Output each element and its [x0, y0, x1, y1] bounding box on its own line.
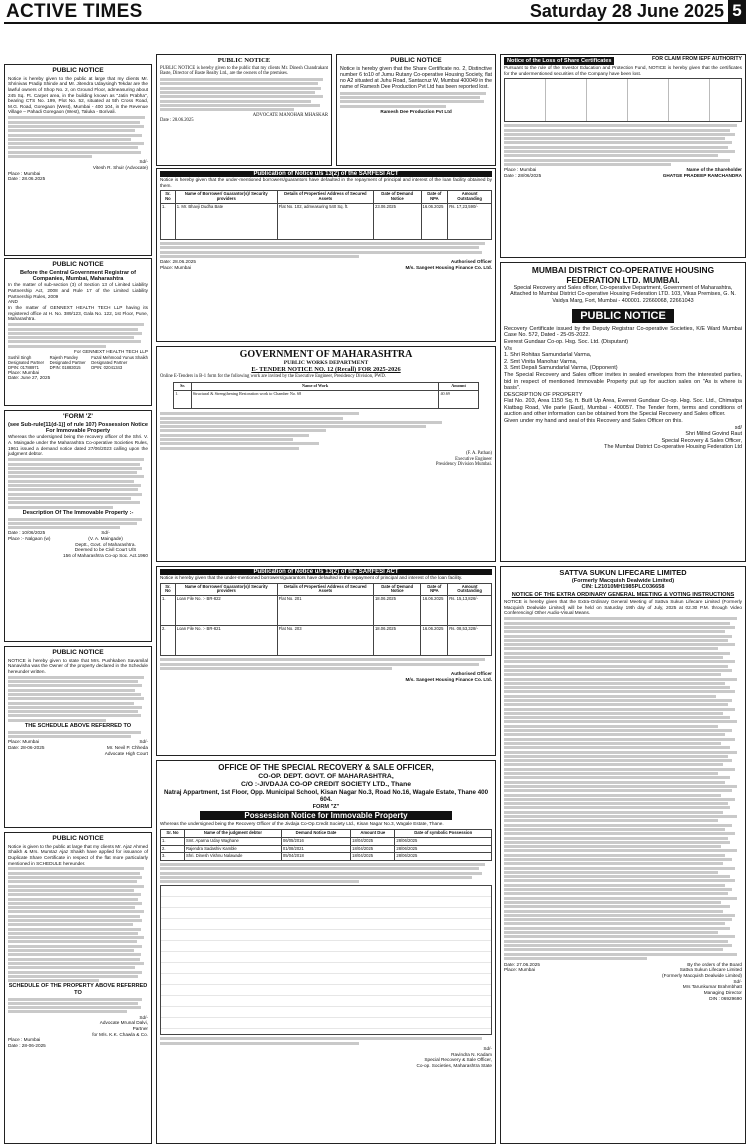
notice-body: Recovery Certificate issued by the Deputy Registrar Co-operative Societies, K/E Ward Mumbai Case No. 572, Dated - 25-05-2022. Everest Gundaar Co-op. Hsg. Soc. Ltd. (Disputant) V/s 1. Shri Rohitas Samundarlal Varma, 2. Smt Vinita Manohar Varma, 3. Smt Depali Samundarlal Varma, (Opponent) The Special Recovery and Sales officer invites in sealed envelopes from the interested parties, bid in respect of mentioned Immovable Property put up for auction sales on "As is where is basis". DESCRIPTION OF PROPERTY Flat No. 203, Area 1150 Sq. ft. Built Up Area, Everest Gundaar Co-op. Hsg. Soc. Ltd., Chimatpa Kiatbag Road, Vile parle (East), Mumbai - 400057. The Tender form, terms and conditions of auction and other information can be obtained from the Special Recovery and Sales officer. Given under my hand and seal of this Recovery and Sales Officer on this.	[504, 325, 742, 425]
text-lines	[160, 863, 492, 883]
notice-body: Pursuant to the rule of the Investor Education and Protection Fund, NOTICE is hereby given that the certificates for the undermentioned securities of the Company have been lost.	[504, 65, 742, 76]
notice-form-z-nalgaon	[4, 410, 152, 642]
place-date: Place: Mumbai Date: June 27, 2025	[8, 369, 51, 381]
schedule-heading: THE SCHEDULE ABOVE REFERRED TO	[24, 723, 132, 730]
company-for: For GENNEXT HEALTH TECH LLP	[74, 348, 148, 354]
text-lines	[504, 617, 742, 959]
public-notice-banner: PUBLIC NOTICE	[504, 306, 742, 324]
signatories	[8, 355, 148, 370]
form-label: FORM "Z"	[312, 803, 340, 810]
notice-body: Notice is given to the public at large that my clients Mr. Ajaz Ahmed Shaikh & Mrs. Mumtaz Ajaz Shaikh have applied for issuance of Duplicate Share Certificate in respect of the flat more particularly mentioned in SCHEDULE hereunder.	[8, 843, 148, 866]
text-lines	[8, 867, 148, 982]
signer-3: Fazal Mehmood Yunus Shaikh Designated Partner DPIN: 02041343	[91, 354, 148, 370]
notice-share-certificate-loss	[500, 54, 746, 258]
notice-nevil-chheda	[4, 646, 152, 828]
signature: sd/ Shri Milind Govind Raut Special Recovery & Sales Officer, The Mumbai District Co-operative Housing Federation Ltd	[604, 424, 742, 451]
text-lines	[8, 731, 148, 738]
notice-manohar-mhaskar	[156, 54, 332, 166]
notice-body: Whereas the undersigned being the Recovery Officer of the Jivdaja Co-Op.Credit Society Ltd., Kisan Nagar No.3, Wagale Estate, Thane.	[160, 821, 444, 827]
table-row: 1. Smt. Aparna Uday Waghane 06/05/2016 18/04/2025 28/06/2025	[161, 837, 492, 845]
text-lines	[160, 412, 492, 449]
place-date: Place : Mumbai Date : 28.06.2025	[8, 170, 46, 182]
signature: Ramesh Dee Production Pvt Ltd	[380, 109, 452, 114]
signature: Sd/- Mr. Nevil P. Chheda Advocate High Court	[104, 739, 148, 756]
notice-body: PUBLIC NOTICE is hereby given to the public that my clients Mr. Dinesh Chandrakant Baste, Director of Baste Realty Ltd., are the owners of the premises.	[160, 65, 328, 77]
signature: Name of the Shareholder GHATGE PRADEEP RAMCHANDRA	[662, 167, 742, 178]
borrower-table: Sr. No Name of Borrower/ Guarantor(s)/ Security providers Details of Properties/ Address of Secured Assets Date of Demand Notice Date of NPA Amount Outstanding 1. 1. Mr. Bhavji Dudha Bate Flat No. 102, admeasuring 540 Sq. ft. 23.06.2025 16.06.2025 Rs. 17,23,590/-	[160, 190, 492, 240]
notice-mdchf-auction	[500, 262, 746, 562]
notice-body: Online E-Tenders in B-1 form for the following work are invited by the Executive Engineer, Presidency Division, PWD.	[160, 373, 386, 379]
place-date: Date : 10/06/2025 Place :- Nalgaon (w)	[8, 530, 51, 542]
text-lines	[160, 658, 492, 670]
notice-title: PUBLIC NOTICE	[52, 261, 104, 268]
notice-title: Notice of the Loss of Share Certificates	[504, 57, 614, 65]
table-row: 1. Structural & Strengthening Restoration work to Chamber No. 68 40.69	[174, 391, 478, 409]
text-lines	[8, 998, 148, 1014]
notice-subtitle: Before the Central Government Registrar of Companies, Mumbai, Maharashtra	[20, 269, 136, 282]
masthead-title: ACTIVE TIMES	[6, 1, 143, 22]
notice-pwd-etender	[156, 346, 496, 562]
text-lines	[8, 458, 148, 508]
works-table: Sr. Name of Work Amount 1. Structural & Strengthening Restoration work to Chamber No. 68 40.69	[173, 382, 478, 409]
signature: Authorised Officer M/s. Sangeet Housing Finance Co. Ltd.	[405, 259, 492, 270]
signature: Authorised Officer M/s. Sangeet Housing Finance Co. Ltd.	[405, 671, 492, 682]
notice-body: Notice is hereby given that the under-mentioned borrowers/guarantors have defaulted in the repayment of principal and interest of the loan facility obtained by them.	[160, 177, 492, 188]
company-subtitle: (Formerly Macquish Dealwide Limited) CIN: L21010MH1985PLC036658	[571, 577, 675, 591]
notice-title: PUBLIC NOTICE	[390, 57, 442, 64]
place-date: Date: 28.06.2025 Place: Mumbai	[160, 259, 196, 270]
place-date: Place: Mumbai Date: 28-06-2025	[8, 739, 45, 751]
text-lines	[340, 92, 492, 108]
notice-heading: NOTICE OF THE EXTRA ORDINARY GENERAL MEETING & VOTING INSTRUCTIONS	[511, 591, 735, 598]
office-address: Natraj Appartment, 1st Floor, Opp. Municipal School, Kisan Nagar No.3, Road No.16, Wagale Estate, Thane 400 604.	[163, 788, 489, 804]
signature: Sd/- Advocate Mrunal Dalvi, Partner for M/s. K.K. Chawla & Co.	[92, 1014, 148, 1037]
notice-subtitle: (see Sub-rule[11(d-1)] of rule 107) Possession Notice For Immovable Property	[8, 421, 148, 434]
issue-date: Saturday 28 June 2025	[529, 1, 724, 21]
text-lines	[504, 124, 742, 166]
signature: ADVOCATE MANOHAR MHASKAR	[252, 112, 328, 118]
signature: By the orders of the Board Sattva Sukun Lifecare Limited (Formerly Macquish Dealwide Limited) Sd/- Mrs Tarunkumar Brahmbhatt Managing Director DIN : 06929690	[662, 961, 742, 1001]
signer-2: Rajesh Pandey Designated Partner DPIN: 01883015	[49, 354, 86, 370]
text-lines	[160, 1037, 492, 1044]
signature: Sd/- (V. A. Maingade) Deptt., Govt. of Maharashtra. Deemed to be Civil Court U/S 156 of Maharashtra Co-op Soc. Act.1960	[63, 530, 148, 559]
notice-title: Publication of Notice u/s 13(2) of the SARFESI ACT	[160, 569, 492, 575]
property-heading: Description Of The Immovable Property :-	[22, 509, 134, 516]
notice-title: PUBLIC NOTICE	[217, 57, 271, 64]
notice-body: Notice is hereby given that the under-mentioned borrowers/guarantors have defaulted in the repayment of principal and interest of the loan facility.	[160, 575, 463, 580]
notice-title: GOVERNMENT OF MAHARASHTRA	[239, 349, 413, 360]
notice-body: Notice is hereby given to the public at large that my clients Mr. Shrinivas Pradip Shinde and Mr. Jitendra Udaysingh Tekdar are the lawful owners of Shop No. 2, on Ground Floor, admeasuring about 245 Sq. Ft. Carpet area, in the building known as "Jatin Prabha", bearing CTS No. 199, Plot No. 52, situated at 5th Cross Road, M.G. Road, Goregaon (West), Mumbai - 400 104, in the Revenue Village – Pahadi Goregaon (West), Taluka - Borivali.	[8, 75, 148, 115]
table-row: 1. 1. Mr. Bhavji Dudha Bate Flat No. 102, admeasuring 540 Sq. ft. 23.06.2025 16.06.2025 Rs. 17,23,590/-	[161, 203, 492, 239]
table-row: 3. Shri. Dinesh Vishnu Nalawade 05/04/2018 18/04/2025 28/06/2025	[161, 853, 492, 861]
text-lines	[160, 78, 328, 111]
signer-1: Sushil Singh Designated Partner DPIN: 01788971	[8, 354, 45, 370]
place-date: Place : Mumbai Date : 28/06/2025	[504, 167, 542, 178]
company-name: SATTVA SUKUN LIFECARE LIMITED	[559, 568, 687, 577]
notice-subtitle: CO-OP. DEPT. GOVT. OF MAHARASHTRA, C/O :-JIVDAJA CO-OP CREDIT SOCIETY LTD., Thane	[240, 772, 412, 788]
text-lines	[8, 116, 148, 158]
notice-sarfaesi-1	[156, 168, 496, 342]
masthead-bar	[4, 0, 746, 24]
text-lines	[8, 676, 148, 722]
table-row: 2. Rajendra Sadashiv Kamble 01/08/2021 18/04/2025 28/06/2025	[161, 845, 492, 853]
tender-number: E- TENDER NOTICE NO. 12 (Recall) FOR 2025-2026	[251, 366, 401, 374]
table-row: 1. Loan File No. :- BR-822 Flat No. 201 18.06.2025 16.06.2025 Rs. 15,13,826/-	[161, 596, 492, 626]
notice-body: NOTICE is hereby given to state that Mrs. Pushkaben Savamilal Nanavisha was the Owner of the property declared in the Schedule hereunder written.	[8, 657, 148, 674]
notice-vitesh-shuir	[4, 64, 152, 256]
notice-title: MUMBAI DISTRICT CO-OPERATIVE HOUSING FEDERATION LTD. MUMBAI.	[531, 265, 715, 286]
notice-body: NOTICE is hereby given that the Extra-Ordinary General Meeting of Sattva Sukun Lifecare Limited (Formerly Macquish Dealwide Limited) will be held on Saturday 19th day of July, 2025 at 02.30 P.M. through Video Conferencing/ Other Audio-Visual Means.	[504, 599, 742, 616]
notice-subtitle: PUBLIC WORKS DEPARTMENT	[283, 360, 369, 366]
notice-sarfaesi-2	[156, 566, 496, 756]
notice-subtitle: Special Recovery and Sales officer, Co-operative Department, Government of Maharashtra, Attached to Mumbai District Co-operative Housing Federation LTD. 103, Vikas Premises, G. N. Vaidya Marg, Fort, Mumbai - 400001. 22660068, 22661043	[510, 285, 736, 304]
notice-jivdaja-recovery	[156, 760, 496, 1144]
notice-body: Whereas the undersigned being the recovery officer of the Shri. V. A. Maingade under the Maharashtra Co-operative Societies Rules, 1961 issued a demand notice dated 27/06/2023 calling upon the judgment debtor.	[8, 434, 148, 457]
possession-banner: Possession Notice for Immovable Property	[200, 811, 452, 820]
property-grid	[160, 885, 492, 1035]
notice-sattva-egm	[500, 566, 746, 1144]
notice-title: PUBLIC NOTICE	[52, 649, 104, 656]
place-date: Date: 27.06.2025 Place: Mumbai	[504, 961, 540, 973]
schedule-heading: SCHEDULE OF THE PROPERTY ABOVE REFERRED TO	[8, 983, 148, 996]
notice-ramesh-dee	[336, 54, 496, 166]
notice-gennext-health	[4, 258, 152, 406]
place-date: Date : 28.06.2025	[160, 118, 194, 124]
signature: Sd/- Vitesh R. Shuir (Advocate)	[92, 159, 148, 170]
signature: (F. A. Pathan) Executive Engineer Presidency Division Mumbai.	[435, 450, 492, 468]
place-date: Place : Mumbai Date : 28-06-2025	[8, 1037, 46, 1048]
notice-body: Notice is hereby given that the Share Certificate no. 2, Distinctive number 6 to10 of Jumu Rutany Co-operative Housing Society, flat no A2 situated at Juhu Road, Santacruz W, Mumbai 400049 in the name of Ramesh Dee Production Pvt Ltd has been reported lost.	[340, 65, 492, 91]
text-lines	[8, 518, 148, 530]
page-number: 5	[728, 0, 746, 22]
text-lines	[8, 323, 148, 347]
text-lines	[160, 242, 492, 258]
debtor-table: Sr. No Name of the judgment debtor Demand Notice Date Amount Due Date of symbolic Possession 1. Smt. Aparna Uday Waghane 06/05/2016 18/04/2025 28/06/2025 2. Rajendra Sadashiv Kamble 01/08/2021 18/04/2025 28/06/2025 3. Shri. Dinesh Vishnu Nalawade 05/04/2018 18/04/2025 28/06/2025	[160, 829, 492, 861]
notice-side-title: FOR CLAIM FROM IEPF AUTHORITY	[651, 56, 742, 62]
notice-title: PUBLIC NOTICE	[52, 67, 104, 74]
borrower-table: Sr. No Name of Borrower/ Guarantor(s)/ Security providers Details of Properties/ Address of Secured Assets Date of Demand Notice Date of NPA Amount Outstanding 1. Loan File No. :- BR-822 Flat No. 201 18.06.2025 16.06.2025 Rs. 15,13,826/- 2. Loan File No. :- BR-821 Flat No. 203 18.06.2025 16.06.2025 Rs. 08,53,328/-	[160, 583, 492, 657]
notice-title: Publication of Notice u/s 13(2) of the SARFESI ACT	[160, 171, 492, 177]
certificate-table	[504, 78, 742, 122]
notice-title: OFFICE OF THE SPECIAL RECOVERY & SALE OFFICER,	[218, 763, 434, 772]
notice-title: 'FORM 'Z'	[63, 413, 93, 420]
table-row: 2. Loan File No. :- BR-821 Flat No. 203 18.06.2025 16.06.2025 Rs. 08,53,328/-	[161, 626, 492, 656]
notice-body: In the matter of sub-section (3) of Section 13 of Limited Liability Partnership Act, 2008 and Rule 17 of the Limited Liability Partnership Rules, 2009 AND In the matter of GENNEXT HEALTH TECH LLP having its registered office at H. No. 389/123, Gala No. 122, 1st Floor, Pune, Maharashtra.	[8, 282, 148, 322]
signature: Sd/- Ravindra N. Kadam Special Recovery & Sale Officer, Co-op. Societies, Maharashtra State	[416, 1045, 492, 1068]
notice-mrunal-dalvi	[4, 832, 152, 1144]
notice-title: PUBLIC NOTICE	[52, 835, 104, 842]
